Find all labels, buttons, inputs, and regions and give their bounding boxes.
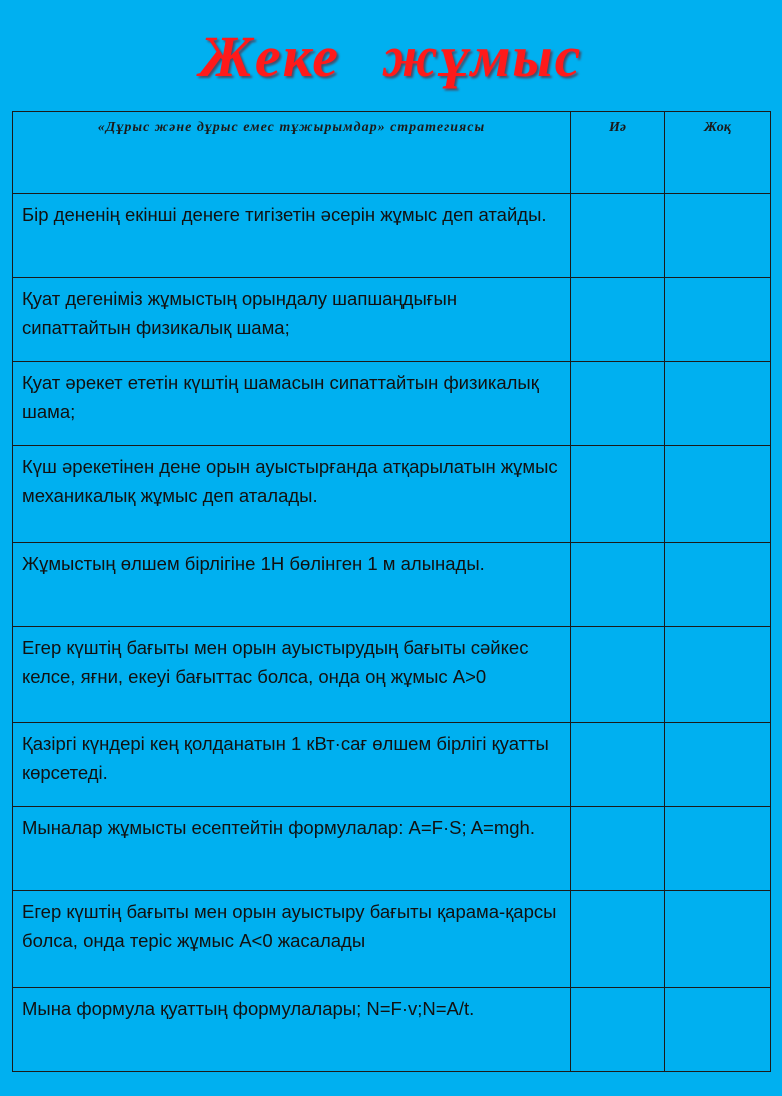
statement-cell: Қуат дегеніміз жұмыстың орындалу шапшаңдығын сипаттайтын физикалық шама; (13, 278, 571, 362)
statement-cell: Қуат әрекет ететін күштің шамасын сипаттайтын физикалық шама; (13, 362, 571, 446)
statement-cell: Мыналар жұмысты есептейтін формулалар: A=F·S; A=mgh. (13, 807, 571, 891)
header-no: Жоқ (665, 112, 771, 194)
no-cell[interactable] (665, 723, 771, 807)
no-cell[interactable] (665, 891, 771, 988)
page-title: Жеке жұмыс (199, 24, 583, 89)
table-row (13, 194, 771, 278)
yes-cell[interactable] (571, 543, 665, 627)
table-row (13, 446, 771, 543)
yes-cell[interactable] (571, 807, 665, 891)
no-cell[interactable] (665, 807, 771, 891)
yes-cell[interactable] (571, 988, 665, 1072)
table-header-row (13, 112, 771, 194)
no-cell[interactable] (665, 278, 771, 362)
no-cell[interactable] (665, 194, 771, 278)
yes-cell[interactable] (571, 194, 665, 278)
no-cell[interactable] (665, 988, 771, 1072)
statement-cell: Жұмыстың өлшем бірлігіне 1Н бөлінген 1 м алынады. (13, 543, 571, 627)
table-row (13, 362, 771, 446)
yes-cell[interactable] (571, 278, 665, 362)
yes-cell[interactable] (571, 891, 665, 988)
table-row (13, 723, 771, 807)
header-statement: «Дұрыс және дұрыс емес тұжырымдар» стратегиясы (13, 112, 571, 194)
table-row (13, 807, 771, 891)
no-cell[interactable] (665, 627, 771, 723)
header-yes: Иә (571, 112, 665, 194)
statements-table (12, 111, 771, 1072)
statement-cell: Күш әрекетінен дене орын ауыстырғанда атқарылатын жұмыс механикалық жұмыс деп аталады. (13, 446, 571, 543)
table-row (13, 988, 771, 1072)
statement-cell: Қазіргі күндері кең қолданатын 1 кВт·сағ өлшем бірлігі қуатты көрсетеді. (13, 723, 571, 807)
yes-cell[interactable] (571, 362, 665, 446)
table-row (13, 627, 771, 723)
no-cell[interactable] (665, 446, 771, 543)
table-row (13, 278, 771, 362)
no-cell[interactable] (665, 362, 771, 446)
statement-cell: Мына формула қуаттың формулалары; N=F·v;N=A/t. (13, 988, 571, 1072)
statement-cell: Егер күштің бағыты мен орын ауыстыру бағыты қарама-қарсы болса, онда теріс жұмыс А<0 жасалады (13, 891, 571, 988)
statement-cell: Егер күштің бағыты мен орын ауыстырудың бағыты сәйкес келсе, яғни, екеуі бағыттас болса, онда оң жұмыс А>0 (13, 627, 571, 723)
yes-cell[interactable] (571, 723, 665, 807)
yes-cell[interactable] (571, 446, 665, 543)
statement-cell: Бір дененің екінші денеге тигізетін әсерін жұмыс деп атайды. (13, 194, 571, 278)
table-row (13, 891, 771, 988)
yes-cell[interactable] (571, 627, 665, 723)
no-cell[interactable] (665, 543, 771, 627)
table-row (13, 543, 771, 627)
